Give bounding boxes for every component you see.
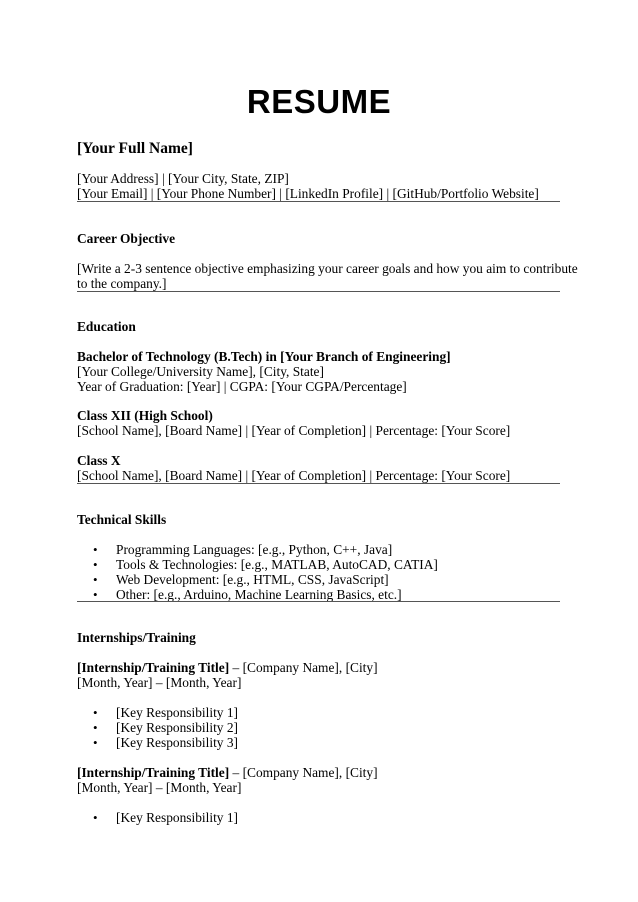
address-line: [Your Address] | [Your City, State, ZIP] xyxy=(77,171,289,186)
full-name: [Your Full Name] xyxy=(77,140,193,157)
divider xyxy=(77,601,560,602)
bullet-icon: • xyxy=(93,735,98,750)
internship-heading xyxy=(77,660,378,675)
section-heading-internships: Internships/Training xyxy=(77,630,196,645)
internship-company: – [Company Name], [City] xyxy=(229,660,378,675)
bullet-icon: • xyxy=(93,542,98,557)
internship-company: – [Company Name], [City] xyxy=(229,765,378,780)
skill-item: Web Development: [e.g., HTML, CSS, JavaScript] xyxy=(116,572,389,587)
divider xyxy=(77,483,560,484)
contact-line: [Your Email] | [Your Phone Number] | [LinkedIn Profile] | [GitHub/Portfolio Website] xyxy=(77,186,539,201)
section-heading-career: Career Objective xyxy=(77,231,176,246)
bullet-icon: • xyxy=(93,587,98,602)
bullet-icon: • xyxy=(93,557,98,572)
divider xyxy=(77,291,560,292)
bullet-icon: • xyxy=(93,720,98,735)
section-heading-skills: Technical Skills xyxy=(77,512,167,527)
class-x-title: Class X xyxy=(77,453,121,468)
degree-college: [Your College/University Name], [City, State] xyxy=(77,364,324,379)
internship-title: [Internship/Training Title] xyxy=(77,765,230,780)
bullet-icon: • xyxy=(93,810,98,825)
internship-dates: [Month, Year] – [Month, Year] xyxy=(77,780,242,795)
responsibility-item: [Key Responsibility 1] xyxy=(116,705,238,720)
career-text-line-2: to the company.] xyxy=(77,276,167,291)
career-text-line-1: [Write a 2-3 sentence objective emphasizing your career goals and how you aim to contribute xyxy=(77,261,578,276)
class-x-details: [School Name], [Board Name] | [Year of Completion] | Percentage: [Your Score] xyxy=(77,468,511,483)
internship-heading xyxy=(77,765,378,780)
divider xyxy=(77,201,560,202)
degree-title: Bachelor of Technology (B.Tech) in [Your Branch of Engineering] xyxy=(77,349,451,364)
bullet-icon: • xyxy=(93,705,98,720)
bullet-icon: • xyxy=(93,572,98,587)
skill-item: Programming Languages: [e.g., Python, C++, Java] xyxy=(116,542,393,557)
page-title: RESUME xyxy=(246,83,392,120)
responsibility-item: [Key Responsibility 1] xyxy=(116,810,238,825)
skill-item: Tools & Technologies: [e.g., MATLAB, AutoCAD, CATIA] xyxy=(116,557,438,572)
class-xii-title: Class XII (High School) xyxy=(77,408,213,423)
section-heading-education: Education xyxy=(77,319,136,334)
class-xii-details: [School Name], [Board Name] | [Year of Completion] | Percentage: [Your Score] xyxy=(77,423,511,438)
internship-title: [Internship/Training Title] xyxy=(77,660,230,675)
responsibility-item: [Key Responsibility 3] xyxy=(116,735,238,750)
skill-item: Other: [e.g., Arduino, Machine Learning Basics, etc.] xyxy=(116,587,402,602)
internship-dates: [Month, Year] – [Month, Year] xyxy=(77,675,242,690)
responsibility-item: [Key Responsibility 2] xyxy=(116,720,238,735)
degree-year: Year of Graduation: [Year] | CGPA: [Your CGPA/Percentage] xyxy=(77,379,407,394)
